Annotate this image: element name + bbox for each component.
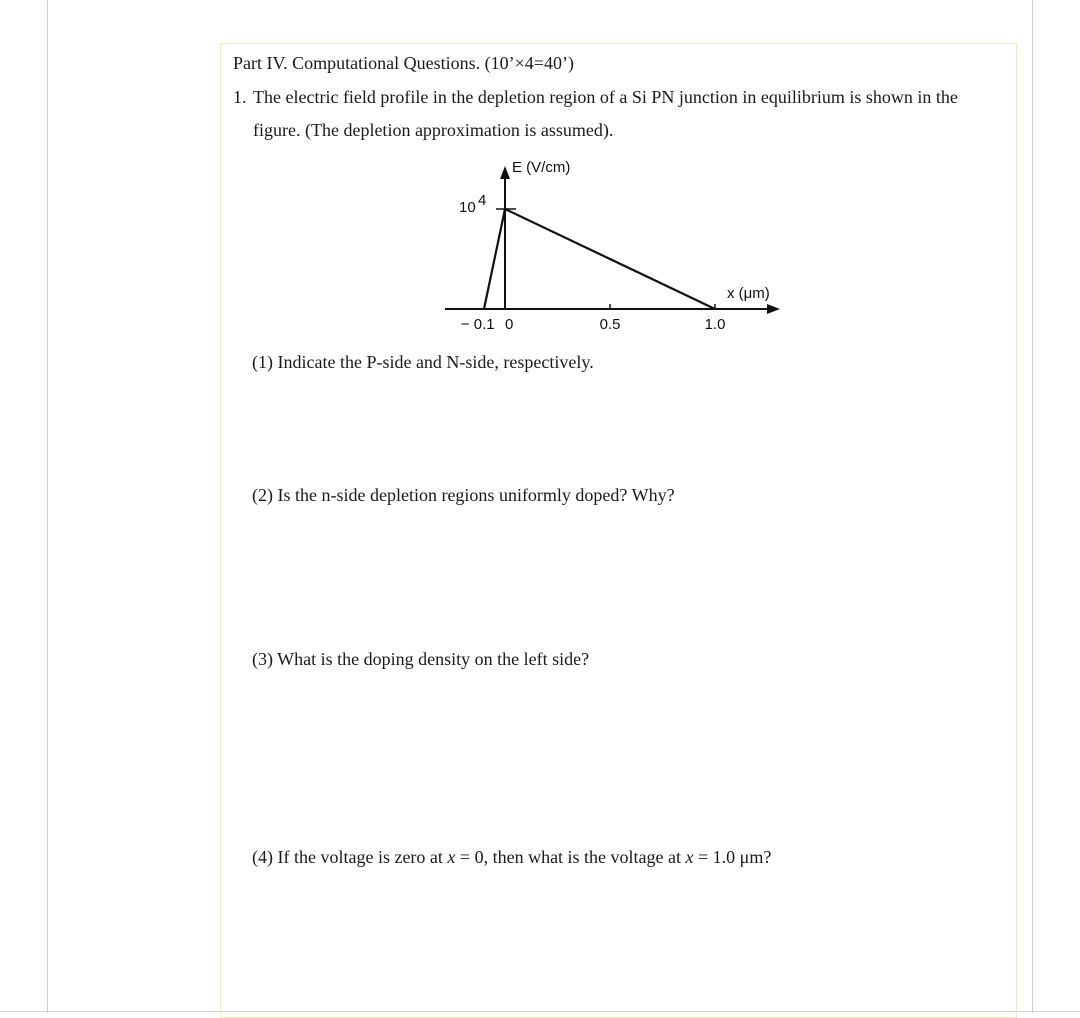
part-title: Part IV. Computational Questions. (10’×4=40’) [233,53,574,73]
field-segment-p-side [484,209,505,309]
y-tick-label-base: 10 [459,199,476,216]
x-tick-label-0: 0 [505,316,514,333]
variable-x: x [685,847,694,867]
subquestion-2: (2) Is the n-side depletion regions uniformly doped? Why? [252,485,675,505]
question-number: 1. [233,87,247,107]
subquestion-4 [252,846,771,868]
x-tick-label-minus-0.1: − 0.1 [460,316,495,333]
subquestion-4-part-c: = 1.0 μm? [693,847,772,867]
variable-x: x [447,847,456,867]
x-tick-label-1.0: 1.0 [704,316,726,333]
subquestion-4-part-a: (4) If the voltage is zero at [252,847,448,867]
electric-field-figure [440,150,800,345]
x-axis-label: x (μm) [727,285,770,302]
field-segment-n-side [505,209,715,309]
subquestion-4-part-b: = 0, then what is the voltage at [455,847,686,867]
subquestion-1: (1) Indicate the P-side and N-side, respectively. [252,352,594,372]
question-text-line2: figure. (The depletion approximation is assumed). [253,120,614,140]
y-axis-label: E (V/cm) [512,159,571,176]
x-tick-label-0.5: 0.5 [599,316,621,333]
y-tick-label-exponent: 4 [478,192,487,209]
electric-field-chart [440,150,800,345]
y-axis-arrowhead [500,166,510,179]
question-text-line1: The electric field profile in the depletion region of a Si PN junction in equilibrium is shown in the [253,87,958,107]
subquestion-3: (3) What is the doping density on the left side? [252,649,590,669]
x-axis-arrowhead [767,304,780,314]
